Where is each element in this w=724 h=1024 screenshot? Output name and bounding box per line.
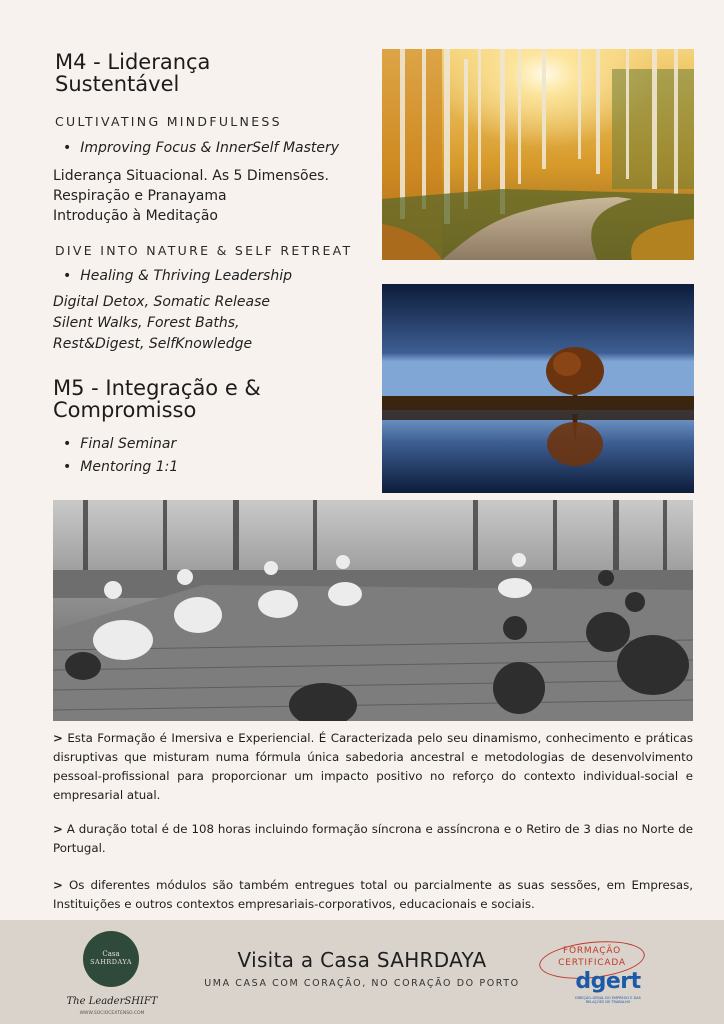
logo-text-top: Casa bbox=[102, 950, 120, 958]
brand-name: The LeaderSHIFT bbox=[66, 996, 158, 1007]
bullet-improving-focus: • Improving Focus & InnerSelf Mastery bbox=[63, 140, 339, 156]
paragraph-text: A duração total é de 108 horas incluindo formação síncrona e assíncrona e o Retiro de 3 dias no Norte de Portugal. bbox=[53, 822, 693, 855]
description-paragraph bbox=[53, 729, 693, 805]
tree-reflection-photo bbox=[382, 284, 694, 493]
footer-subtitle: UMA CASA COM CORAÇÃO, NO CORAÇÃO DO PORTO bbox=[204, 978, 520, 989]
bullet-healing-leadership: • Healing & Thriving Leadership bbox=[63, 268, 292, 284]
text-line: Digital Detox, Somatic Release bbox=[53, 294, 271, 310]
module-m4-title bbox=[55, 51, 210, 95]
casa-sahrdaya-logo bbox=[83, 931, 139, 987]
module-m5-title-line1: M5 - Integração e & bbox=[53, 376, 261, 400]
dgert-subtitle: DIREÇÃO-GERAL DO EMPREGO E DAS RELAÇÕES DE TRABALHO bbox=[575, 996, 641, 1004]
duration-paragraph bbox=[53, 820, 693, 858]
paragraph-marker: > bbox=[53, 731, 63, 745]
module-m4-title-line1: M4 - Liderança bbox=[55, 50, 211, 74]
module-m4-title-line2: Sustentável bbox=[55, 72, 180, 96]
footer-band bbox=[0, 920, 724, 1024]
text-line: Respiração e Pranayama bbox=[53, 188, 227, 204]
module-m5-title bbox=[53, 377, 261, 421]
autumn-forest-photo bbox=[382, 49, 694, 260]
paragraph-text: Esta Formação é Imersiva e Experiencial. É Caracterizada pelo seu dinamismo, conhecimento e práticas disruptivas que misturam numa fórmula única sabedoria ancestral e metodologias de desenvolvimento pessoal-profissional para proporcionar um impacto positivo no reforço do contexto individual-social e empresarial atual. bbox=[53, 731, 693, 802]
text-line: Rest&Digest, SelfKnowledge bbox=[53, 336, 253, 352]
paragraph-marker: > bbox=[53, 822, 63, 836]
section-label-nature-retreat: DIVE INTO NATURE & SELF RETREAT bbox=[55, 243, 353, 258]
paragraph-text: Os diferentes módulos são também entregues total ou parcialmente as suas sessões, em Empresas, Instituições e outros contextos empresariais-corporativos, educacionais e sociais. bbox=[53, 878, 693, 911]
cert-line2: CERTIFICADA bbox=[558, 958, 626, 968]
logo-text-main: SAHRDAYA bbox=[90, 958, 132, 966]
section-label-mindfulness: CULTIVATING MINDFULNESS bbox=[55, 114, 282, 129]
text-line: Liderança Situacional. As 5 Dimensões. bbox=[53, 168, 329, 184]
bullet-final-seminar: • Final Seminar bbox=[63, 436, 176, 452]
text-line: Silent Walks, Forest Baths, bbox=[53, 315, 240, 331]
dgert-logo: dgert bbox=[575, 969, 641, 994]
modules-paragraph bbox=[53, 876, 693, 914]
cert-line1: FORMAÇÃO bbox=[562, 946, 622, 956]
bullet-mentoring: • Mentoring 1:1 bbox=[63, 459, 178, 475]
paragraph-marker: > bbox=[53, 878, 63, 892]
brand-url: WWW.SOCIOCEXTENSO.COM bbox=[79, 1011, 145, 1016]
footer-title: Visita a Casa SAHRDAYA bbox=[237, 948, 487, 972]
module-m5-title-line2: Compromisso bbox=[53, 398, 197, 422]
yoga-group-photo bbox=[53, 500, 693, 721]
text-line: Introdução à Meditação bbox=[53, 208, 218, 224]
